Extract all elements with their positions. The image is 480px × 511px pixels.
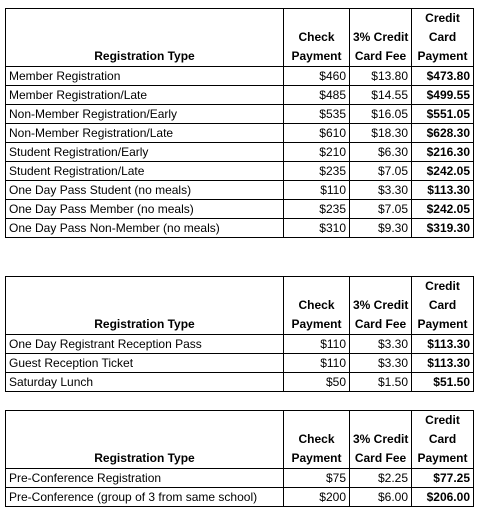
cell-card-fee: $16.05 xyxy=(350,105,412,124)
header-check-payment: Check Payment xyxy=(284,9,350,67)
cell-check-payment: $460 xyxy=(284,67,350,86)
header-registration-type: Registration Type xyxy=(6,411,284,469)
header-credit-card-payment: Credit Card Payment xyxy=(412,277,474,335)
cell-registration-type: Non-Member Registration/Early xyxy=(6,105,284,124)
cell-card-payment: $242.05 xyxy=(412,200,474,219)
cell-registration-type: One Day Pass Member (no meals) xyxy=(6,200,284,219)
cell-card-payment: $113.30 xyxy=(412,354,474,373)
cell-registration-type: One Day Pass Non-Member (no meals) xyxy=(6,219,284,238)
registration-fee-table xyxy=(5,8,474,238)
cell-registration-type: One Day Registrant Reception Pass xyxy=(6,335,284,354)
cell-registration-type: Guest Reception Ticket xyxy=(6,354,284,373)
header-credit-card-fee: 3% Credit Card Fee xyxy=(350,9,412,67)
cell-card-payment: $113.30 xyxy=(412,335,474,354)
cell-check-payment: $110 xyxy=(284,354,350,373)
cell-registration-type: Non-Member Registration/Late xyxy=(6,124,284,143)
cell-registration-type: Student Registration/Late xyxy=(6,162,284,181)
cell-registration-type: Pre-Conference (group of 3 from same school) xyxy=(6,488,284,507)
table-row xyxy=(6,86,474,105)
cell-card-fee: $3.30 xyxy=(350,354,412,373)
cell-registration-type: Member Registration/Late xyxy=(6,86,284,105)
cell-card-payment: $551.05 xyxy=(412,105,474,124)
cell-card-payment: $113.30 xyxy=(412,181,474,200)
table-row xyxy=(6,200,474,219)
header-credit-card-fee: 3% Credit Card Fee xyxy=(350,411,412,469)
header-check-payment: Check Payment xyxy=(284,411,350,469)
cell-card-fee: $1.50 xyxy=(350,373,412,392)
cell-check-payment: $210 xyxy=(284,143,350,162)
table-row xyxy=(6,488,474,507)
table-row xyxy=(6,373,474,392)
table-row xyxy=(6,67,474,86)
header-registration-type: Registration Type xyxy=(6,9,284,67)
cell-card-fee: $6.00 xyxy=(350,488,412,507)
cell-registration-type: One Day Pass Student (no meals) xyxy=(6,181,284,200)
pre-conference-fee-table xyxy=(5,410,474,507)
cell-card-fee: $18.30 xyxy=(350,124,412,143)
cell-card-payment: $499.55 xyxy=(412,86,474,105)
table-row xyxy=(6,143,474,162)
cell-card-fee: $7.05 xyxy=(350,200,412,219)
header-check-payment: Check Payment xyxy=(284,277,350,335)
cell-card-fee: $3.30 xyxy=(350,335,412,354)
cell-check-payment: $235 xyxy=(284,162,350,181)
cell-card-fee: $2.25 xyxy=(350,469,412,488)
cell-check-payment: $485 xyxy=(284,86,350,105)
cell-registration-type: Member Registration xyxy=(6,67,284,86)
cell-registration-type: Pre-Conference Registration xyxy=(6,469,284,488)
cell-check-payment: $535 xyxy=(284,105,350,124)
cell-card-fee: $13.80 xyxy=(350,67,412,86)
cell-card-fee: $7.05 xyxy=(350,162,412,181)
cell-card-payment: $216.30 xyxy=(412,143,474,162)
cell-card-fee: $6.30 xyxy=(350,143,412,162)
table-row xyxy=(6,124,474,143)
cell-card-payment: $77.25 xyxy=(412,469,474,488)
table-row xyxy=(6,354,474,373)
cell-card-payment: $206.00 xyxy=(412,488,474,507)
cell-check-payment: $235 xyxy=(284,200,350,219)
cell-registration-type: Saturday Lunch xyxy=(6,373,284,392)
cell-check-payment: $50 xyxy=(284,373,350,392)
cell-check-payment: $610 xyxy=(284,124,350,143)
cell-check-payment: $310 xyxy=(284,219,350,238)
table-row xyxy=(6,219,474,238)
cell-card-payment: $319.30 xyxy=(412,219,474,238)
table-header-row xyxy=(6,277,474,335)
cell-card-payment: $628.30 xyxy=(412,124,474,143)
cell-card-payment: $242.05 xyxy=(412,162,474,181)
header-registration-type: Registration Type xyxy=(6,277,284,335)
cell-check-payment: $110 xyxy=(284,335,350,354)
cell-check-payment: $110 xyxy=(284,181,350,200)
cell-card-payment: $51.50 xyxy=(412,373,474,392)
table-header-row xyxy=(6,9,474,67)
table-row xyxy=(6,335,474,354)
cell-card-fee: $3.30 xyxy=(350,181,412,200)
table-row xyxy=(6,181,474,200)
cell-registration-type: Student Registration/Early xyxy=(6,143,284,162)
cell-card-fee: $14.55 xyxy=(350,86,412,105)
table-row xyxy=(6,105,474,124)
header-credit-card-payment: Credit Card Payment xyxy=(412,9,474,67)
cell-card-payment: $473.80 xyxy=(412,67,474,86)
cell-check-payment: $75 xyxy=(284,469,350,488)
cell-check-payment: $200 xyxy=(284,488,350,507)
table-row xyxy=(6,469,474,488)
table-row xyxy=(6,162,474,181)
header-credit-card-fee: 3% Credit Card Fee xyxy=(350,277,412,335)
cell-card-fee: $9.30 xyxy=(350,219,412,238)
table-header-row xyxy=(6,411,474,469)
reception-fee-table xyxy=(5,276,474,392)
header-credit-card-payment: Credit Card Payment xyxy=(412,411,474,469)
